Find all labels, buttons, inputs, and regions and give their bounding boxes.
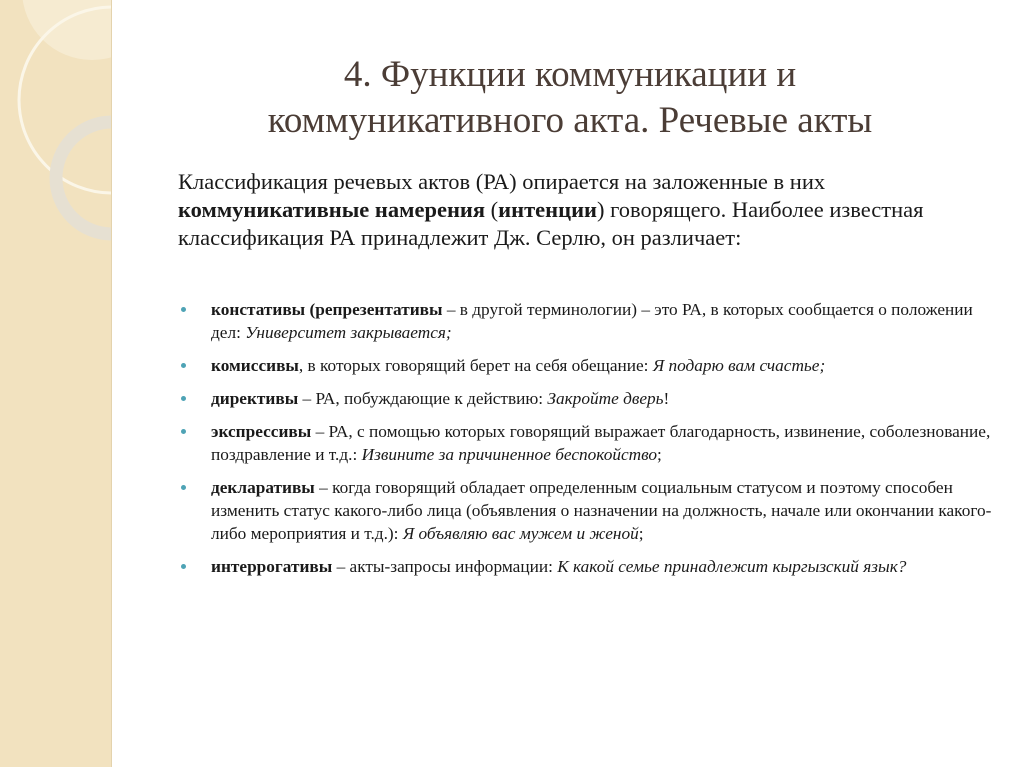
list-item: [178, 298, 998, 344]
list-item: [178, 555, 998, 578]
text-segment: ) говорящего. Наиболее известная классификация РА принадлежит Дж. Серлю, он различает:: [178, 197, 924, 250]
bold-term: интенции: [498, 197, 597, 222]
bold-term: интеррогативы: [211, 557, 333, 576]
intro-paragraph: [178, 168, 998, 252]
bullet-icon: [181, 429, 186, 434]
italic-example: Я объявляю вас мужем и женой: [402, 524, 639, 543]
italic-example: Извините за причиненное беспокойство: [361, 445, 658, 464]
bold-term: констативы (репрезентативы: [211, 300, 443, 319]
text-segment: Классификация речевых актов (РА) опирается на заложенные в них: [178, 169, 826, 194]
bold-term: директивы: [211, 389, 299, 408]
italic-example: Университет закрывается;: [245, 323, 452, 342]
speech-act-list: [178, 298, 998, 588]
text-segment: – акты-запросы информации:: [332, 557, 558, 576]
italic-example: Закройте дверь: [547, 389, 664, 408]
bullet-icon: [181, 564, 186, 569]
bullet-icon: [181, 307, 186, 312]
italic-example: Я подарю вам счастье;: [652, 356, 826, 375]
italic-example: К какой семье принадлежит кыргызский язык?: [557, 557, 907, 576]
bullet-icon: [181, 363, 186, 368]
text-segment: !: [663, 389, 670, 408]
bold-term: декларативы: [211, 478, 315, 497]
title-line-1: 4. Функции коммуникации и: [343, 54, 797, 95]
bold-term: коммуникативные намерения: [178, 197, 486, 222]
decorative-rings-icon: [0, 0, 111, 767]
text-segment: ;: [657, 445, 662, 464]
text-segment: – РА, с помощью которых говорящий выражает благодарность, извинение, соболезнование, поздравление и т.д.:: [211, 422, 991, 464]
slide-title: [150, 52, 990, 144]
text-segment: – когда говорящий обладает определенным социальным статусом и поэтому способен изменить статус какого-либо лица (объявления о назначении на должность, начале или окончании какого-либо мероприятия и т.д.):: [211, 478, 992, 543]
text-segment: – РА, побуждающие к действию:: [298, 389, 548, 408]
text-segment: (: [485, 197, 499, 222]
bold-term: комиссивы: [211, 356, 299, 375]
list-item: [178, 420, 998, 466]
text-segment: – в другой терминологии) – это РА, в которых сообщается о положении дел:: [211, 300, 973, 342]
bold-term: экспрессивы: [211, 422, 312, 441]
list-item: [178, 387, 998, 410]
bullet-icon: [181, 485, 186, 490]
text-segment: , в которых говорящий берет на себя обещание:: [298, 356, 653, 375]
list-item: [178, 354, 998, 377]
title-line-2: коммуникативного акта. Речевые акты: [267, 100, 873, 141]
list-item: [178, 476, 998, 545]
text-segment: ;: [638, 524, 644, 543]
bullet-icon: [181, 396, 186, 401]
decorative-sidebar: [0, 0, 112, 767]
